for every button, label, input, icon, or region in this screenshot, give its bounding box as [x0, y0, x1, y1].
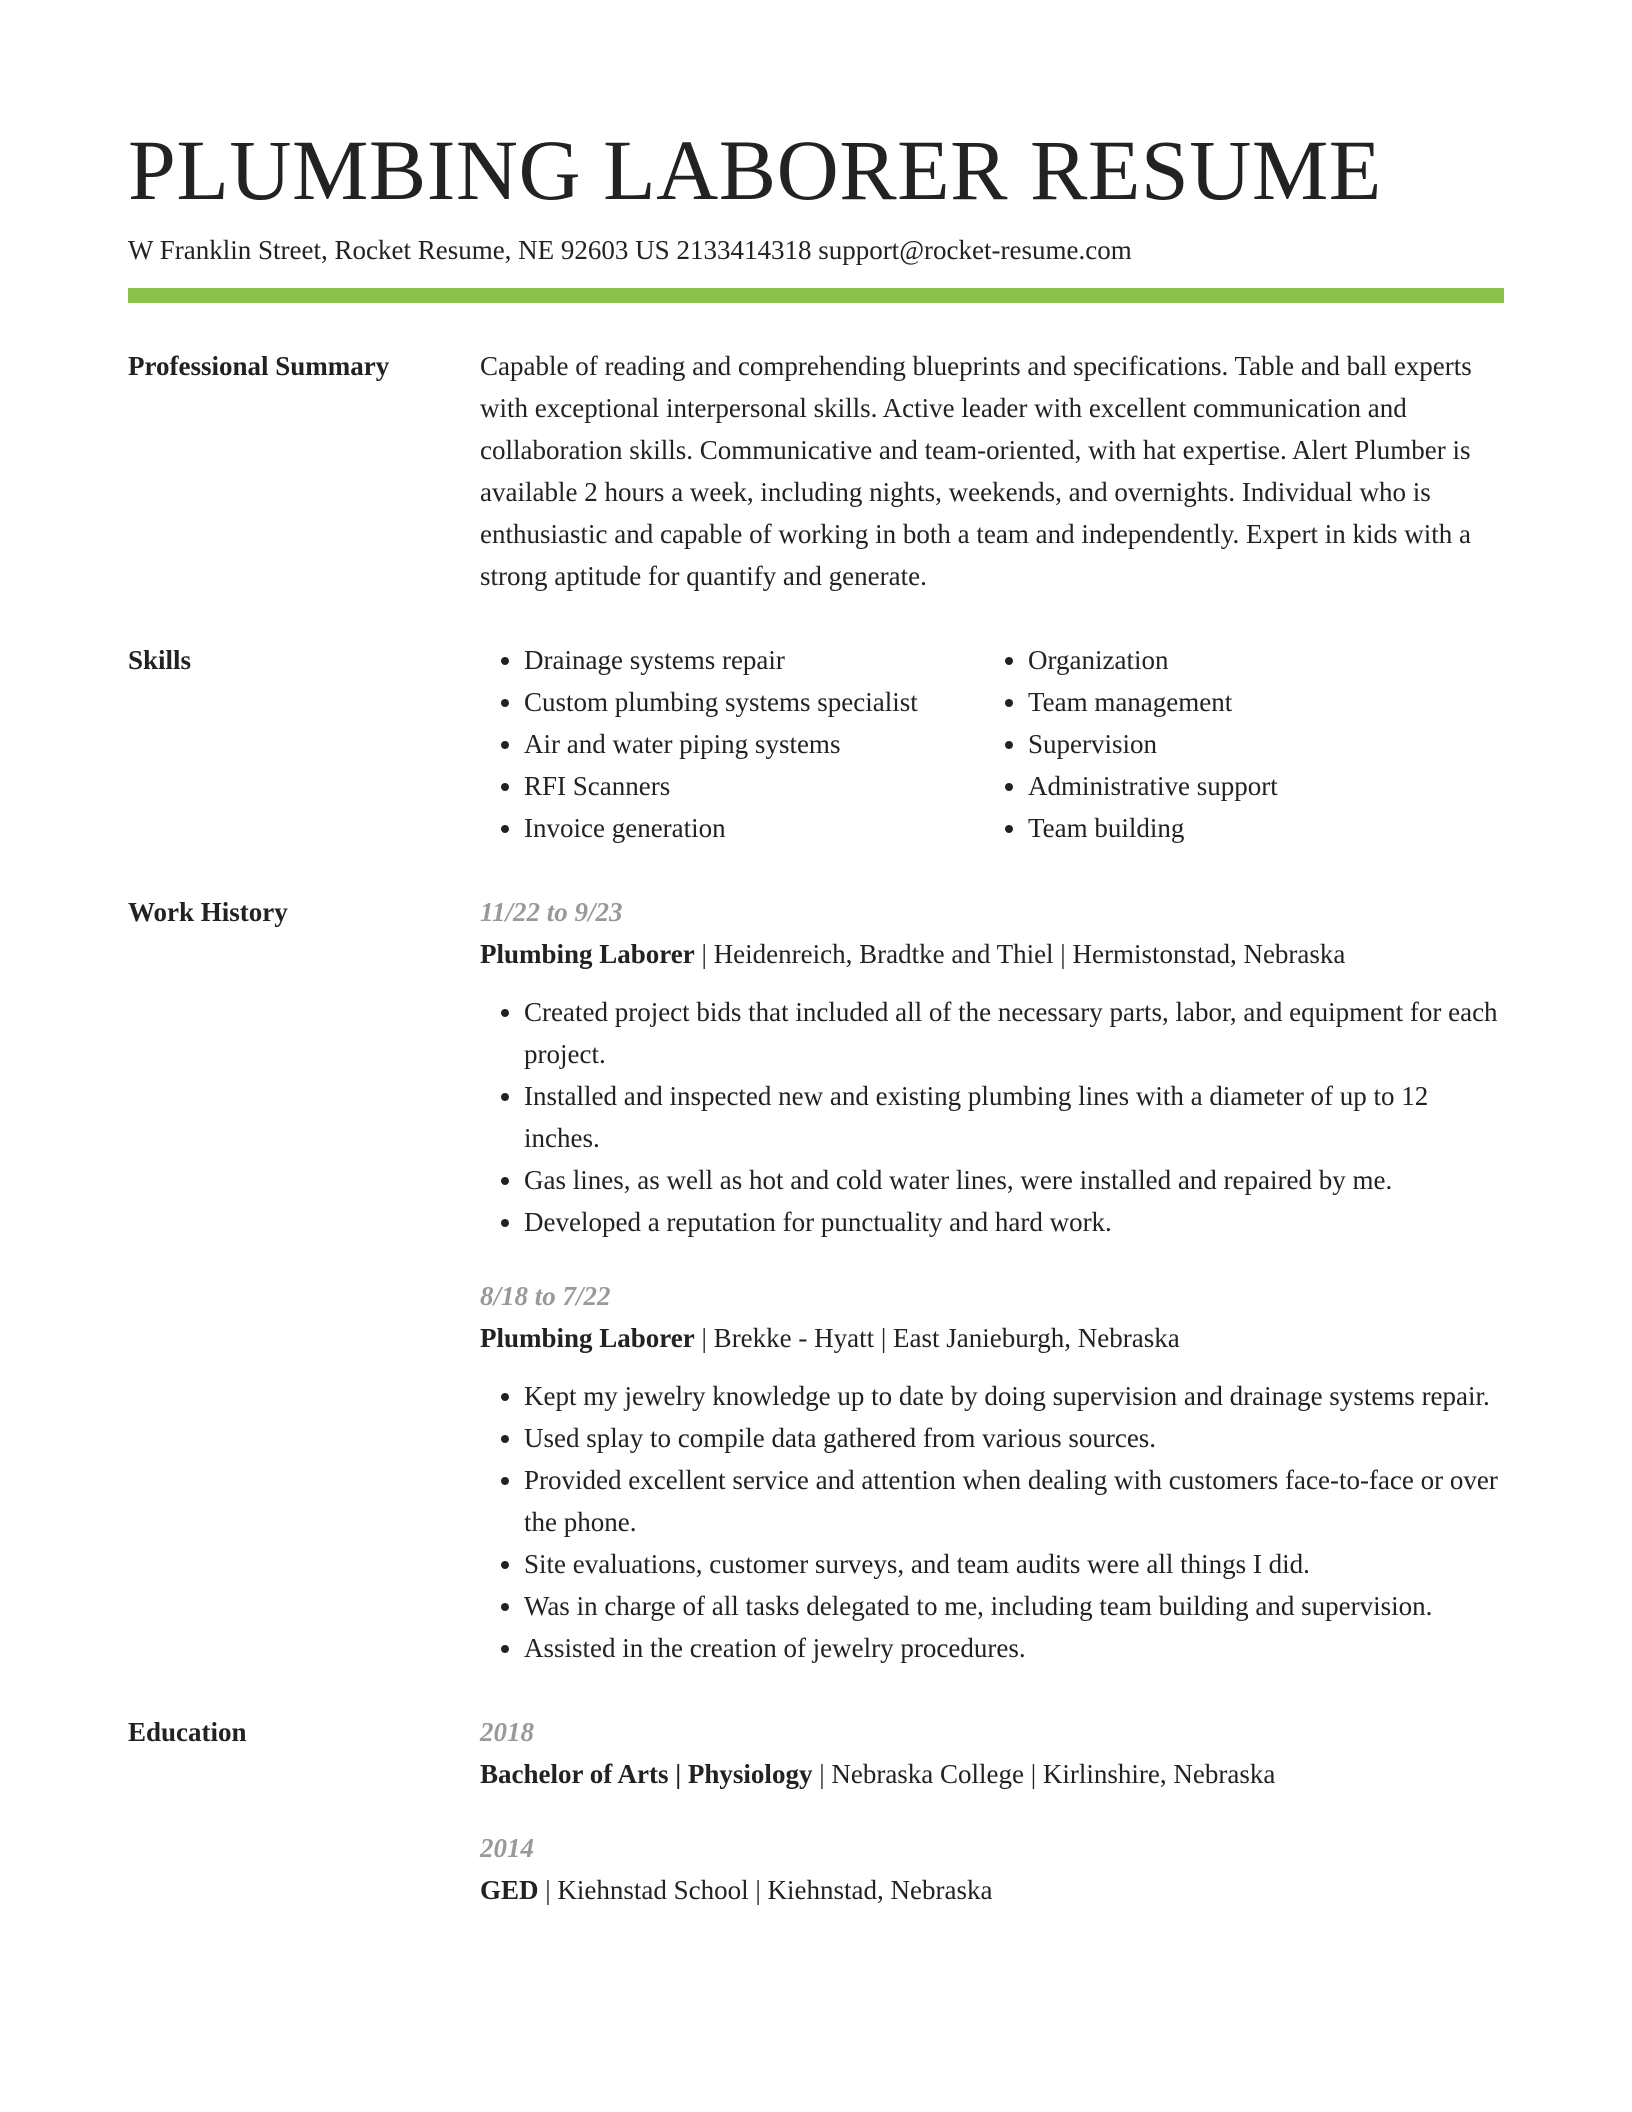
- skill-item: • Supervision: [1028, 723, 1488, 765]
- education-line: [480, 1753, 1504, 1795]
- skills-list: [480, 639, 1504, 849]
- skills-section: [128, 647, 1504, 849]
- skills-column-2: [984, 639, 1488, 849]
- page-title: PLUMBING LABORER RESUME: [128, 122, 1382, 218]
- job-date: 11/22 to 9/23: [480, 897, 623, 927]
- job-bullet: • Site evaluations, customer surveys, and team audits were all things I did.: [524, 1543, 1504, 1585]
- job-bullet: • Installed and inspected new and existing plumbing lines with a diameter of up to 12 inches.: [524, 1075, 1504, 1159]
- education-date: 2018: [480, 1717, 534, 1747]
- education-details: | Nebraska College | Kirlinshire, Nebraska: [812, 1759, 1276, 1789]
- contact-line: W Franklin Street, Rocket Resume, NE 92603 US 2133414318 support@rocket-resume.com: [128, 235, 1132, 265]
- job-details: | Brekke - Hyatt | East Janieburgh, Nebraska: [694, 1323, 1180, 1353]
- work-history-section: [128, 899, 1504, 1669]
- job-title: Plumbing Laborer: [480, 1323, 695, 1353]
- skill-item: • Organization: [1028, 639, 1488, 681]
- skill-item: • RFI Scanners: [524, 765, 984, 807]
- job-role-line: [480, 933, 1504, 975]
- summary-text: Capable of reading and comprehending blueprints and specifications. Table and ball experts with exceptional interpersonal skills. Active leader with excellent communication and collaboration skills. Communicative and team-oriented, with hat expertise. Alert Plumber is available 2 hours a week, including nights, weekends, and overnights. Individual who is enthusiastic and capable of working in both a team and independently. Expert in kids with a strong aptitude for quantify and generate.: [480, 351, 1472, 591]
- skill-item: • Air and water piping systems: [524, 723, 984, 765]
- job-title: Plumbing Laborer: [480, 939, 695, 969]
- education-degree: GED: [480, 1875, 539, 1905]
- education-heading: Education: [128, 1717, 247, 1747]
- job-role-line: [480, 1317, 1504, 1359]
- resume-page: [128, 112, 1504, 1911]
- job-bullet: • Developed a reputation for punctuality and hard work.: [524, 1201, 1504, 1243]
- skill-item: • Team management: [1028, 681, 1488, 723]
- job-bullet: • Gas lines, as well as hot and cold water lines, were installed and repaired by me.: [524, 1159, 1504, 1201]
- education-details: | Kiehnstad School | Kiehnstad, Nebraska: [538, 1875, 993, 1905]
- skills-heading: Skills: [128, 645, 192, 675]
- job-bullets: [480, 991, 1504, 1243]
- skills-column-1: [480, 639, 984, 849]
- education-date: 2014: [480, 1833, 534, 1863]
- skill-item: • Administrative support: [1028, 765, 1488, 807]
- job-bullet: • Used splay to compile data gathered from various sources.: [524, 1417, 1504, 1459]
- education-degree: Bachelor of Arts | Physiology: [480, 1759, 813, 1789]
- job-bullet: • Kept my jewelry knowledge up to date by doing supervision and drainage systems repair.: [524, 1375, 1504, 1417]
- education-line: [480, 1869, 1504, 1911]
- skill-item: • Custom plumbing systems specialist: [524, 681, 984, 723]
- education-entry: [480, 1827, 1504, 1911]
- skill-item: • Invoice generation: [524, 807, 984, 849]
- header-divider: [128, 288, 1504, 303]
- education-entry: [480, 1711, 1504, 1795]
- education-section: [128, 1719, 1504, 1911]
- work-history-heading: Work History: [128, 897, 288, 927]
- job-bullet: • Assisted in the creation of jewelry procedures.: [524, 1627, 1504, 1669]
- job-date: 8/18 to 7/22: [480, 1281, 611, 1311]
- skill-item: • Team building: [1028, 807, 1488, 849]
- job-entry: [480, 891, 1504, 1243]
- job-bullet: • Created project bids that included all of the necessary parts, labor, and equipment for each project.: [524, 991, 1504, 1075]
- job-bullets: [480, 1375, 1504, 1669]
- job-entry: [480, 1275, 1504, 1669]
- job-details: | Heidenreich, Bradtke and Thiel | Hermistonstad, Nebraska: [694, 939, 1346, 969]
- job-bullet: • Was in charge of all tasks delegated to me, including team building and supervision.: [524, 1585, 1504, 1627]
- job-bullet: • Provided excellent service and attention when dealing with customers face-to-face or over the phone.: [524, 1459, 1504, 1543]
- summary-section: [128, 353, 1504, 597]
- summary-heading: Professional Summary: [128, 351, 390, 381]
- skill-item: • Drainage systems repair: [524, 639, 984, 681]
